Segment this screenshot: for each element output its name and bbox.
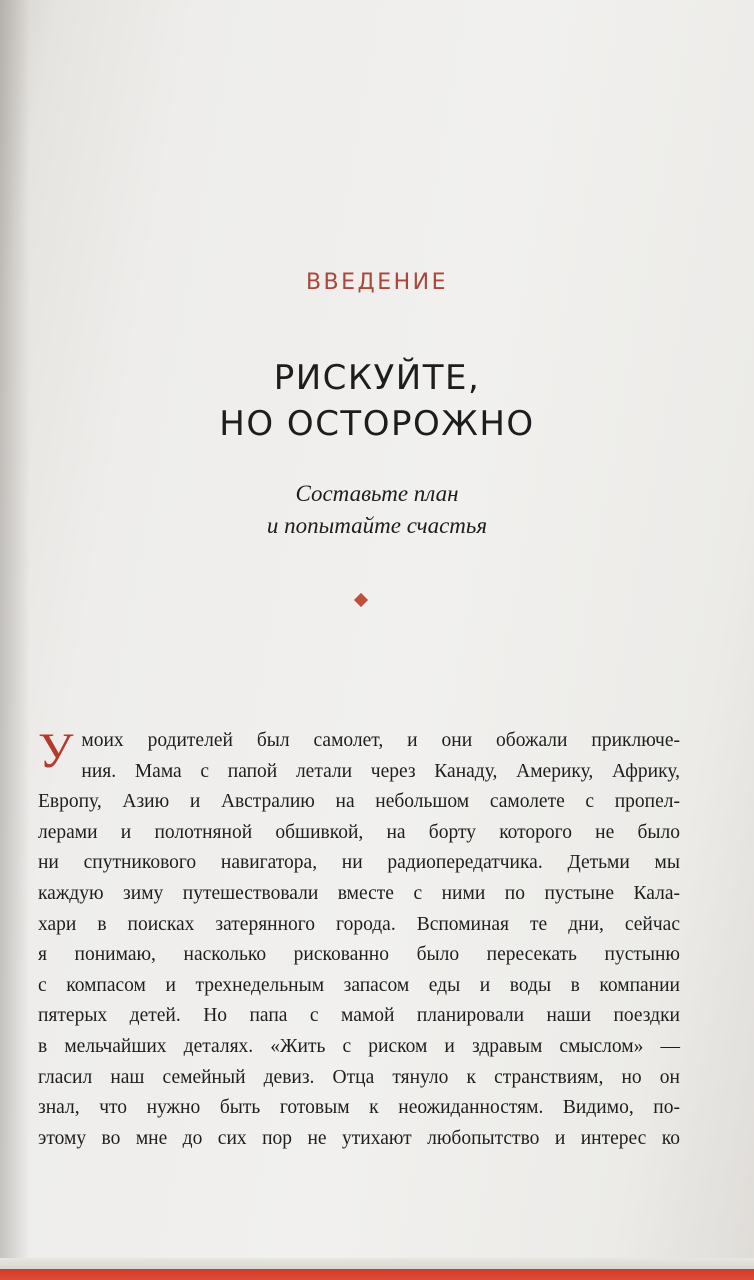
diamond-ornament-icon xyxy=(354,593,368,607)
body-line: ни спутникового навигатора, ни радиопередатчика. Детьми мы xyxy=(38,852,680,874)
body-line: хари в поисках затерянного города. Вспоминая те дни, сейчас xyxy=(38,913,680,935)
body-line: моих родителей был самолет, и они обожали приключе- xyxy=(81,730,680,751)
body-line: лерами и полотняной обшивкой, на борту которого не было xyxy=(38,821,680,843)
body-line: этому во мне до сих пор не утихают любопытство и интерес ко xyxy=(38,1127,680,1149)
chapter-title-line-1: РИСКУЙТЕ, xyxy=(273,358,481,398)
spine-shadow xyxy=(0,0,30,1280)
chapter-subtitle xyxy=(0,478,754,542)
body-line: ния. Мама с папой летали через Канаду, Америку, Африку, xyxy=(81,760,680,782)
chapter-title-line-2: НО ОСТОРОЖНО xyxy=(219,404,535,444)
book-bottom-edge xyxy=(0,1258,754,1280)
chapter-subtitle-line-2: и попытайте счастья xyxy=(266,513,488,538)
body-line: знал, что нужно быть готовым к неожиданностям. Видимо, по- xyxy=(38,1097,680,1119)
body-line: с компасом и трехнедельным запасом еды и воды в компании xyxy=(38,974,680,996)
body-paragraph xyxy=(38,722,680,1154)
drop-cap: У xyxy=(38,722,74,778)
chapter-subtitle-line-1: Составьте план xyxy=(295,481,459,506)
body-line: каждую зиму путешествовали вместе с ними по пустыне Кала- xyxy=(38,882,680,904)
body-line: Европу, Азию и Австралию на небольшом самолете с пропел- xyxy=(38,791,680,813)
body-line: в мельчайших деталях. «Жить с риском и здравым смыслом» — xyxy=(38,1035,680,1057)
body-line: пятерых детей. Но папа с мамой планировали наши поездки xyxy=(38,1005,680,1027)
body-line: я понимаю, насколько рискованно было пересекать пустыню xyxy=(38,944,680,966)
body-line: гласил наш семейный девиз. Отца тянуло к странствиям, но он xyxy=(38,1066,680,1088)
chapter-title xyxy=(0,355,754,447)
section-label: ВВЕДЕНИЕ xyxy=(305,270,449,295)
